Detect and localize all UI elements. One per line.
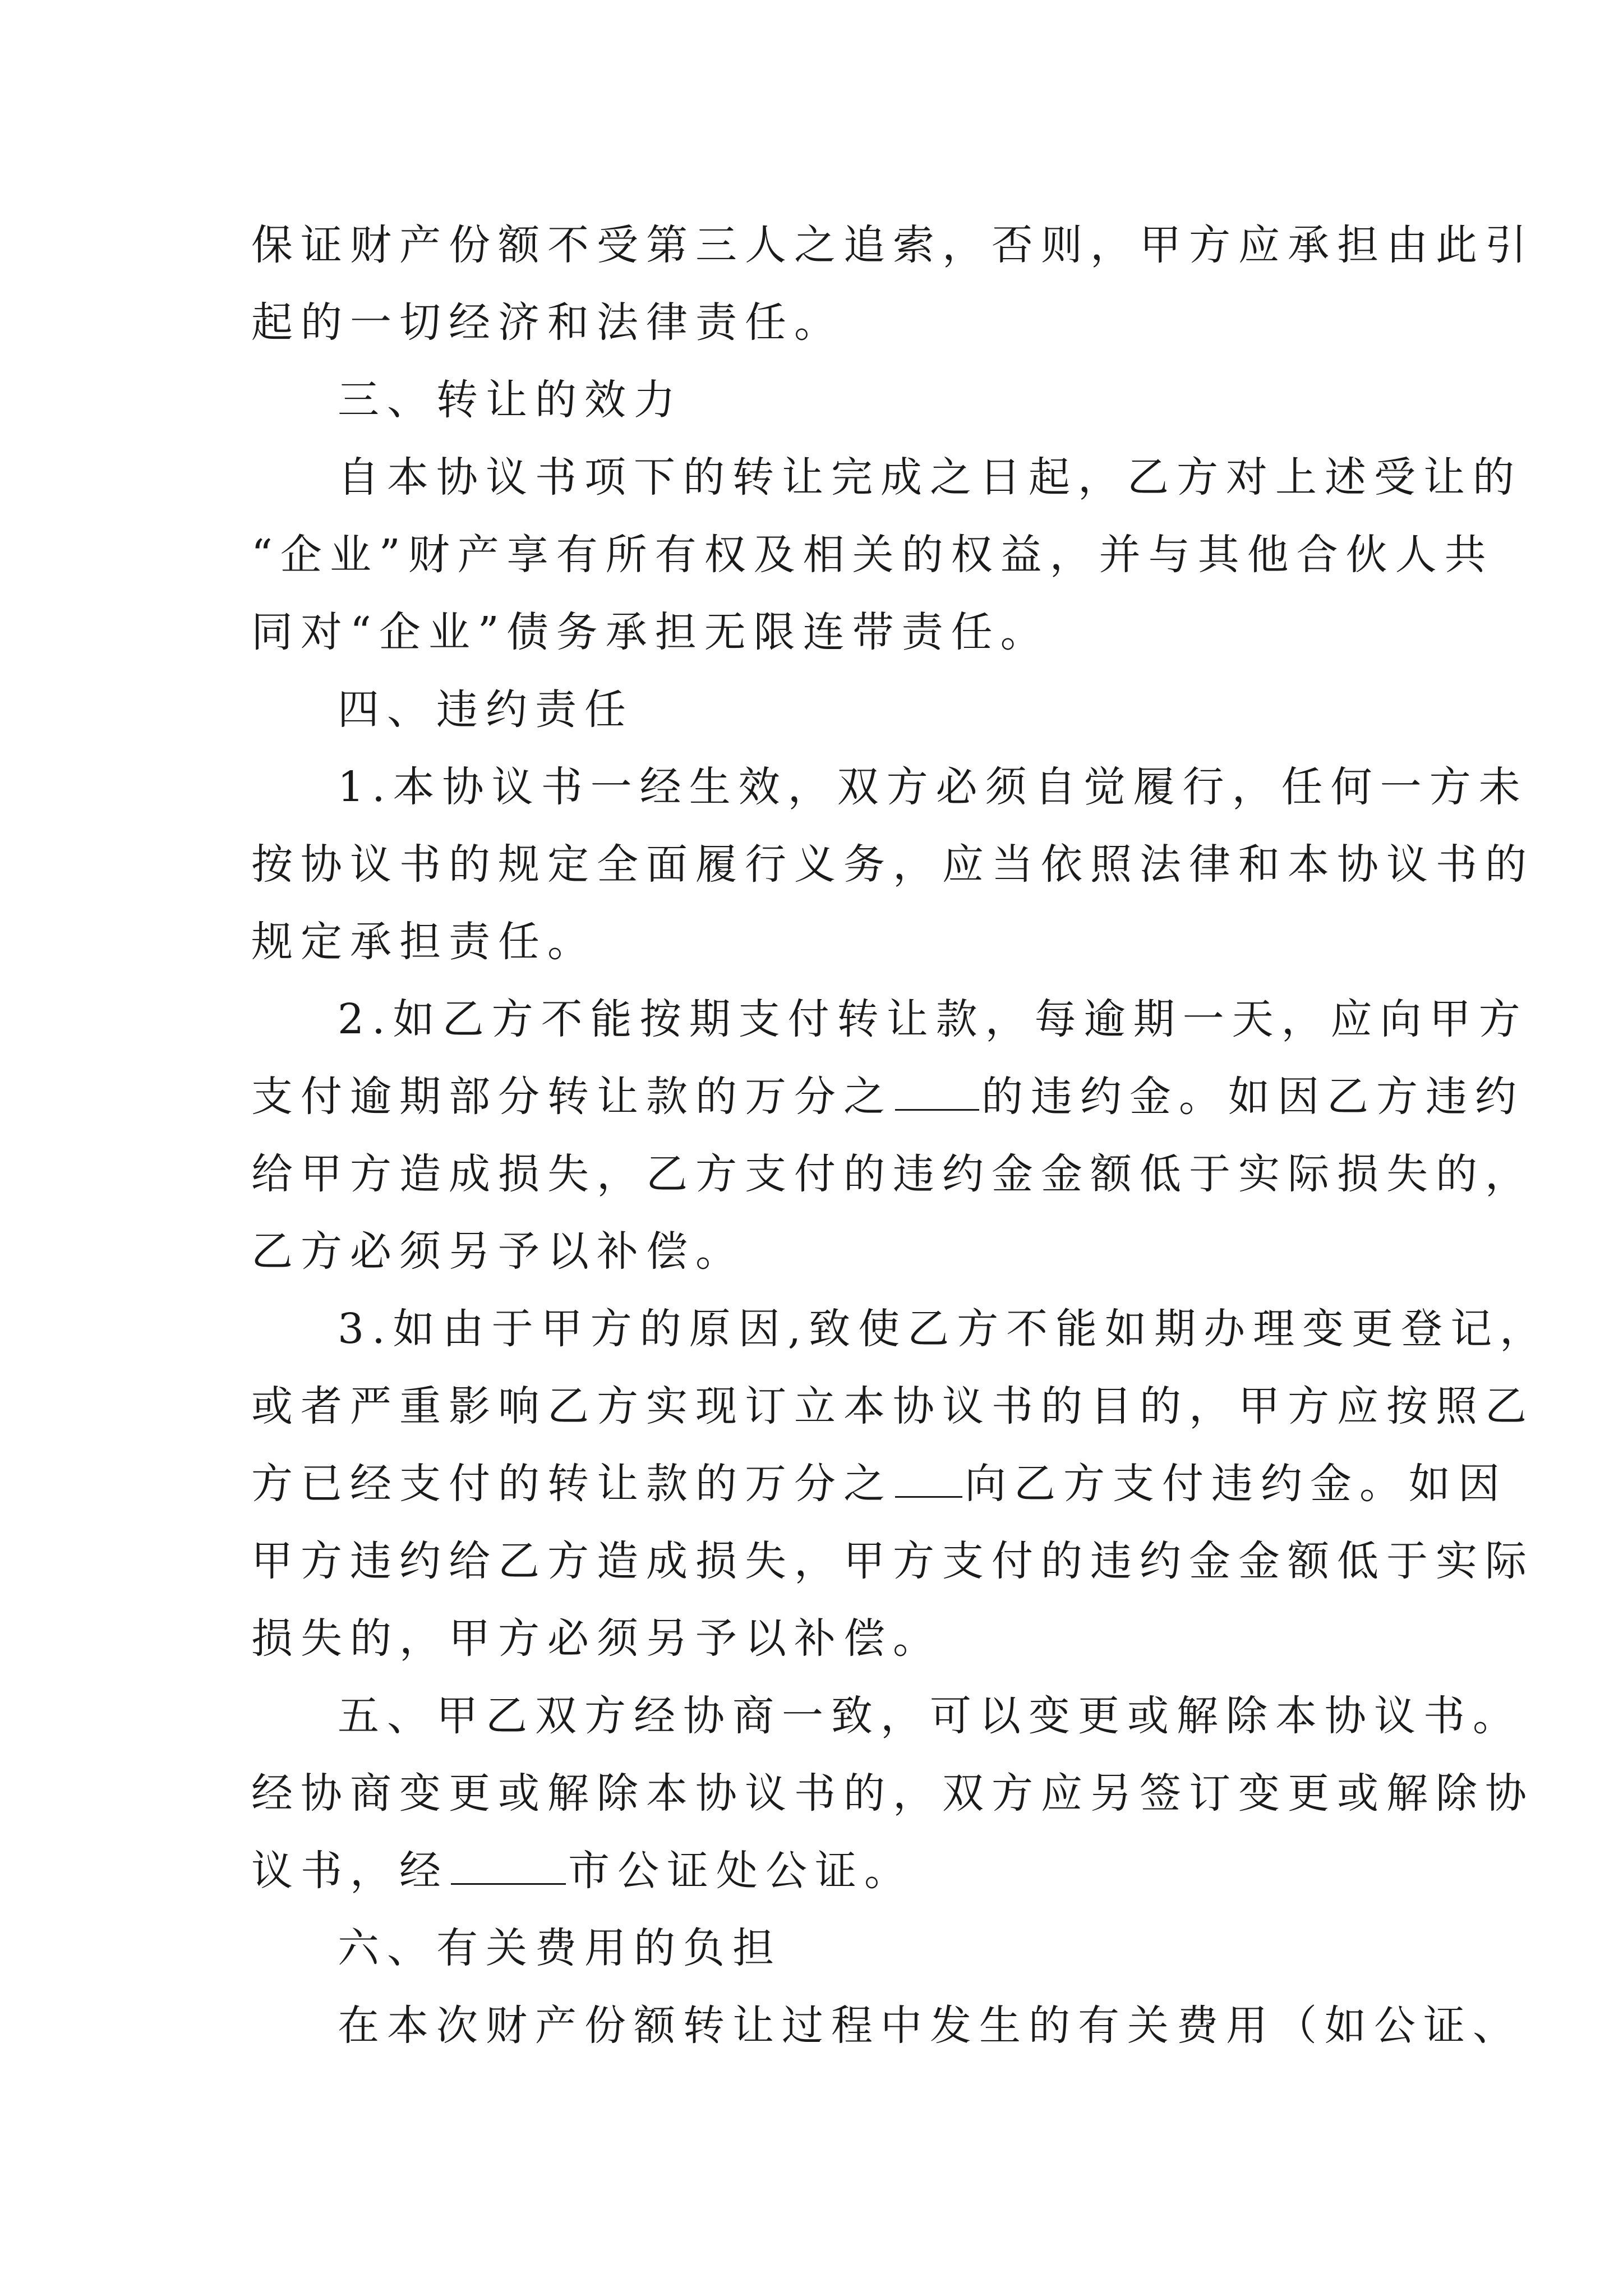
fill-in-blank bbox=[895, 1074, 979, 1111]
text-line: 乙方必须另予以补偿。 bbox=[251, 1227, 745, 1276]
section-heading: 四、违约责任 bbox=[338, 685, 634, 734]
text-line: 保证财产份额不受第三人之追索，否则，甲方应承担由此引 bbox=[251, 221, 1534, 269]
section-heading: 六、有关费用的负担 bbox=[338, 1924, 782, 1972]
fill-in-blank bbox=[451, 1848, 566, 1885]
document-page bbox=[251, 206, 1550, 2064]
text-line: 给甲方造成损失，乙方支付的违约金金额低于实际损失的， bbox=[251, 1150, 1534, 1198]
text-line: 或者严重影响乙方实现订立本协议书的目的，甲方应按照乙 bbox=[251, 1382, 1534, 1430]
text-segment: 的违约金。如因乙方违约 bbox=[981, 1073, 1524, 1121]
text-segment: 支付逾期部分转让款的万分之 bbox=[251, 1073, 893, 1121]
text-line: 在本次财产份额转让过程中发生的有关费用（如公证、 bbox=[338, 2001, 1522, 2050]
text-segment: 议书，经 bbox=[251, 1847, 449, 1895]
text-line: 规定承担责任。 bbox=[251, 918, 597, 966]
text-line: “企业”财产享有所有权及相关的权益，并与其他合伙人共 bbox=[251, 531, 1494, 579]
text-line: 1.本协议书一经生效，双方必须自觉履行，任何一方未 bbox=[338, 763, 1528, 811]
text-line: 2.如乙方不能按期支付转让款，每逾期一天，应向甲方 bbox=[338, 995, 1528, 1043]
text-line: 甲方违约给乙方造成损失，甲方支付的违约金金额低于实际 bbox=[251, 1537, 1534, 1585]
text-line: 经协商变更或解除本协议书的，双方应另签订变更或解除协 bbox=[251, 1769, 1534, 1818]
text-line: 3.如由于甲方的原因,致使乙方不能如期办理变更登记， bbox=[338, 1305, 1550, 1353]
text-line: 损失的，甲方必须另予以补偿。 bbox=[251, 1614, 942, 1663]
text-line: 按协议书的规定全面履行义务，应当依照法律和本协议书的 bbox=[251, 840, 1534, 889]
text-line: 五、甲乙双方经协商一致，可以变更或解除本协议书。 bbox=[338, 1692, 1522, 1740]
text-line bbox=[251, 1832, 1384, 1910]
text-line: 自本协议书项下的转让完成之日起，乙方对上述受让的 bbox=[338, 453, 1522, 501]
text-segment: 向乙方支付违约金。如因 bbox=[965, 1460, 1507, 1508]
text-line bbox=[251, 1058, 1524, 1135]
fill-in-blank bbox=[895, 1461, 962, 1498]
text-segment: 市公证处公证。 bbox=[568, 1847, 914, 1895]
text-line: 起的一切经济和法律责任。 bbox=[251, 298, 843, 347]
text-line bbox=[251, 1445, 1507, 1522]
text-segment: 方已经支付的转让款的万分之 bbox=[251, 1460, 893, 1508]
text-line: 同对“企业”债务承担无限连带责任。 bbox=[251, 608, 1050, 656]
section-heading: 三、转让的效力 bbox=[338, 376, 683, 424]
